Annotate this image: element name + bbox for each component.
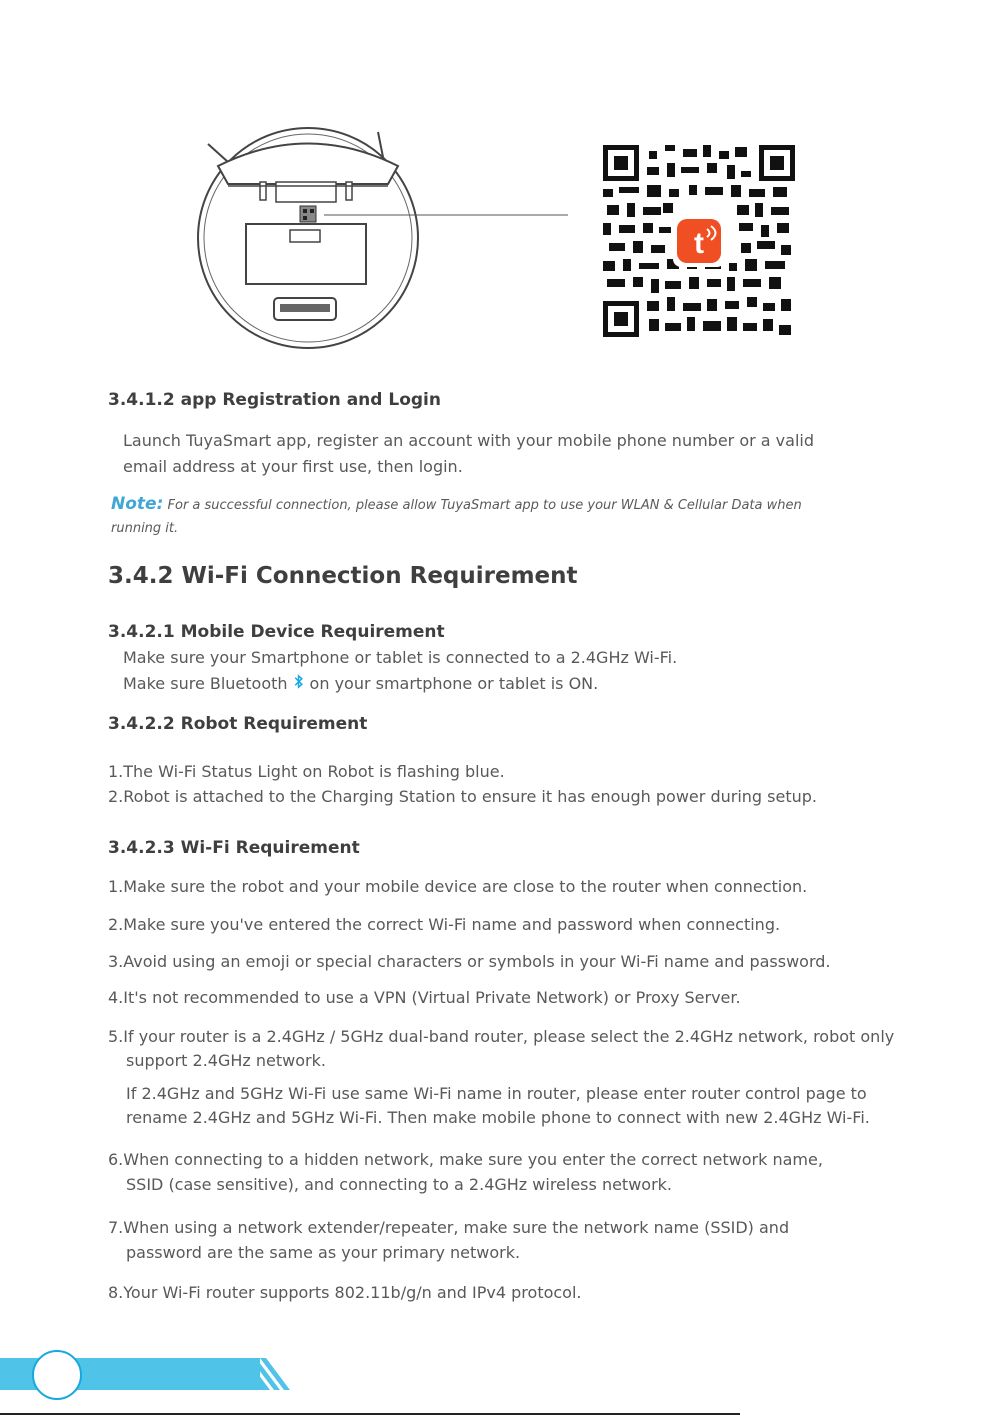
mobile-device-line-2b: on your smartphone or tablet is ON. (309, 674, 599, 693)
wifi-requirement-item-4: 4.It's not recommended to use a VPN (Virtual Private Network) or Proxy Server. (108, 988, 741, 1007)
mobile-device-line-1: Make sure your Smartphone or tablet is connected to a 2.4GHz Wi-Fi. (123, 648, 678, 667)
mobile-device-line-2a: Make sure Bluetooth (123, 674, 288, 693)
note-line-1 (111, 494, 802, 514)
section-heading-wifi-requirement: 3.4.2.3 Wi-Fi Requirement (108, 838, 360, 858)
wifi-requirement-item-6-line-2: SSID (case sensitive), and connecting to a 2.4GHz wireless network. (126, 1175, 672, 1194)
section-heading-robot-requirement: 3.4.2.2 Robot Requirement (108, 714, 368, 734)
robot-vacuum-bottom-illustration (188, 126, 588, 356)
robot-requirement-item-1: 1.The Wi-Fi Status Light on Robot is flashing blue. (108, 762, 505, 781)
footer-rule (0, 1413, 740, 1415)
app-registration-text-line-1: Launch TuyaSmart app, register an account with your mobile phone number or a valid (123, 431, 814, 450)
note-text-2: running it. (111, 521, 179, 536)
wifi-requirement-item-5-line-3: If 2.4GHz and 5GHz Wi-Fi use same Wi-Fi name in router, please enter router control page to (126, 1084, 867, 1103)
page-number-circle (32, 1350, 82, 1400)
wifi-requirement-item-8: 8.Your Wi-Fi router supports 802.11b/g/n and IPv4 protocol. (108, 1283, 582, 1302)
wifi-requirement-item-5-line-1: 5.If your router is a 2.4GHz / 5GHz dual-band router, please select the 2.4GHz network, robot only (108, 1027, 895, 1046)
svg-text:t: t (694, 227, 704, 260)
bluetooth-icon (294, 674, 304, 693)
wifi-requirement-item-3: 3.Avoid using an emoji or special characters or symbols in your Wi-Fi name and password. (108, 952, 831, 971)
app-registration-text-line-2: email address at your first use, then login. (123, 457, 463, 476)
qr-code (603, 145, 795, 337)
note-text-1: For a successful connection, please allow TuyaSmart app to use your WLAN & Cellular Data when (163, 498, 802, 513)
wifi-requirement-item-5-line-2: support 2.4GHz network. (126, 1051, 326, 1070)
section-heading-mobile-device: 3.4.2.1 Mobile Device Requirement (108, 622, 445, 642)
mobile-device-line-2 (123, 674, 598, 693)
qr-code-icon (603, 145, 795, 337)
robot-requirement-item-2: 2.Robot is attached to the Charging Station to ensure it has enough power during setup. (108, 787, 817, 806)
footer-stripes-icon (236, 1358, 296, 1390)
tuya-app-logo-icon (677, 219, 721, 263)
wifi-requirement-item-5-line-4: rename 2.4GHz and 5GHz Wi-Fi. Then make mobile phone to connect with new 2.4GHz Wi-Fi. (126, 1108, 870, 1127)
robot-illustration (188, 126, 588, 356)
wifi-requirement-item-7-line-2: password are the same as your primary network. (126, 1243, 521, 1262)
section-heading-wifi-connection: 3.4.2 Wi-Fi Connection Requirement (108, 563, 578, 589)
note-label: Note: (111, 494, 164, 514)
section-heading-app-registration: 3.4.1.2 app Registration and Login (108, 390, 441, 410)
wifi-requirement-item-6-line-1: 6.When connecting to a hidden network, make sure you enter the correct network name, (108, 1150, 823, 1169)
wifi-requirement-item-2: 2.Make sure you've entered the correct Wi-Fi name and password when connecting. (108, 915, 781, 934)
wifi-requirement-item-7-line-1: 7.When using a network extender/repeater, make sure the network name (SSID) and (108, 1218, 790, 1237)
wifi-requirement-item-1: 1.Make sure the robot and your mobile device are close to the router when connection. (108, 877, 808, 896)
